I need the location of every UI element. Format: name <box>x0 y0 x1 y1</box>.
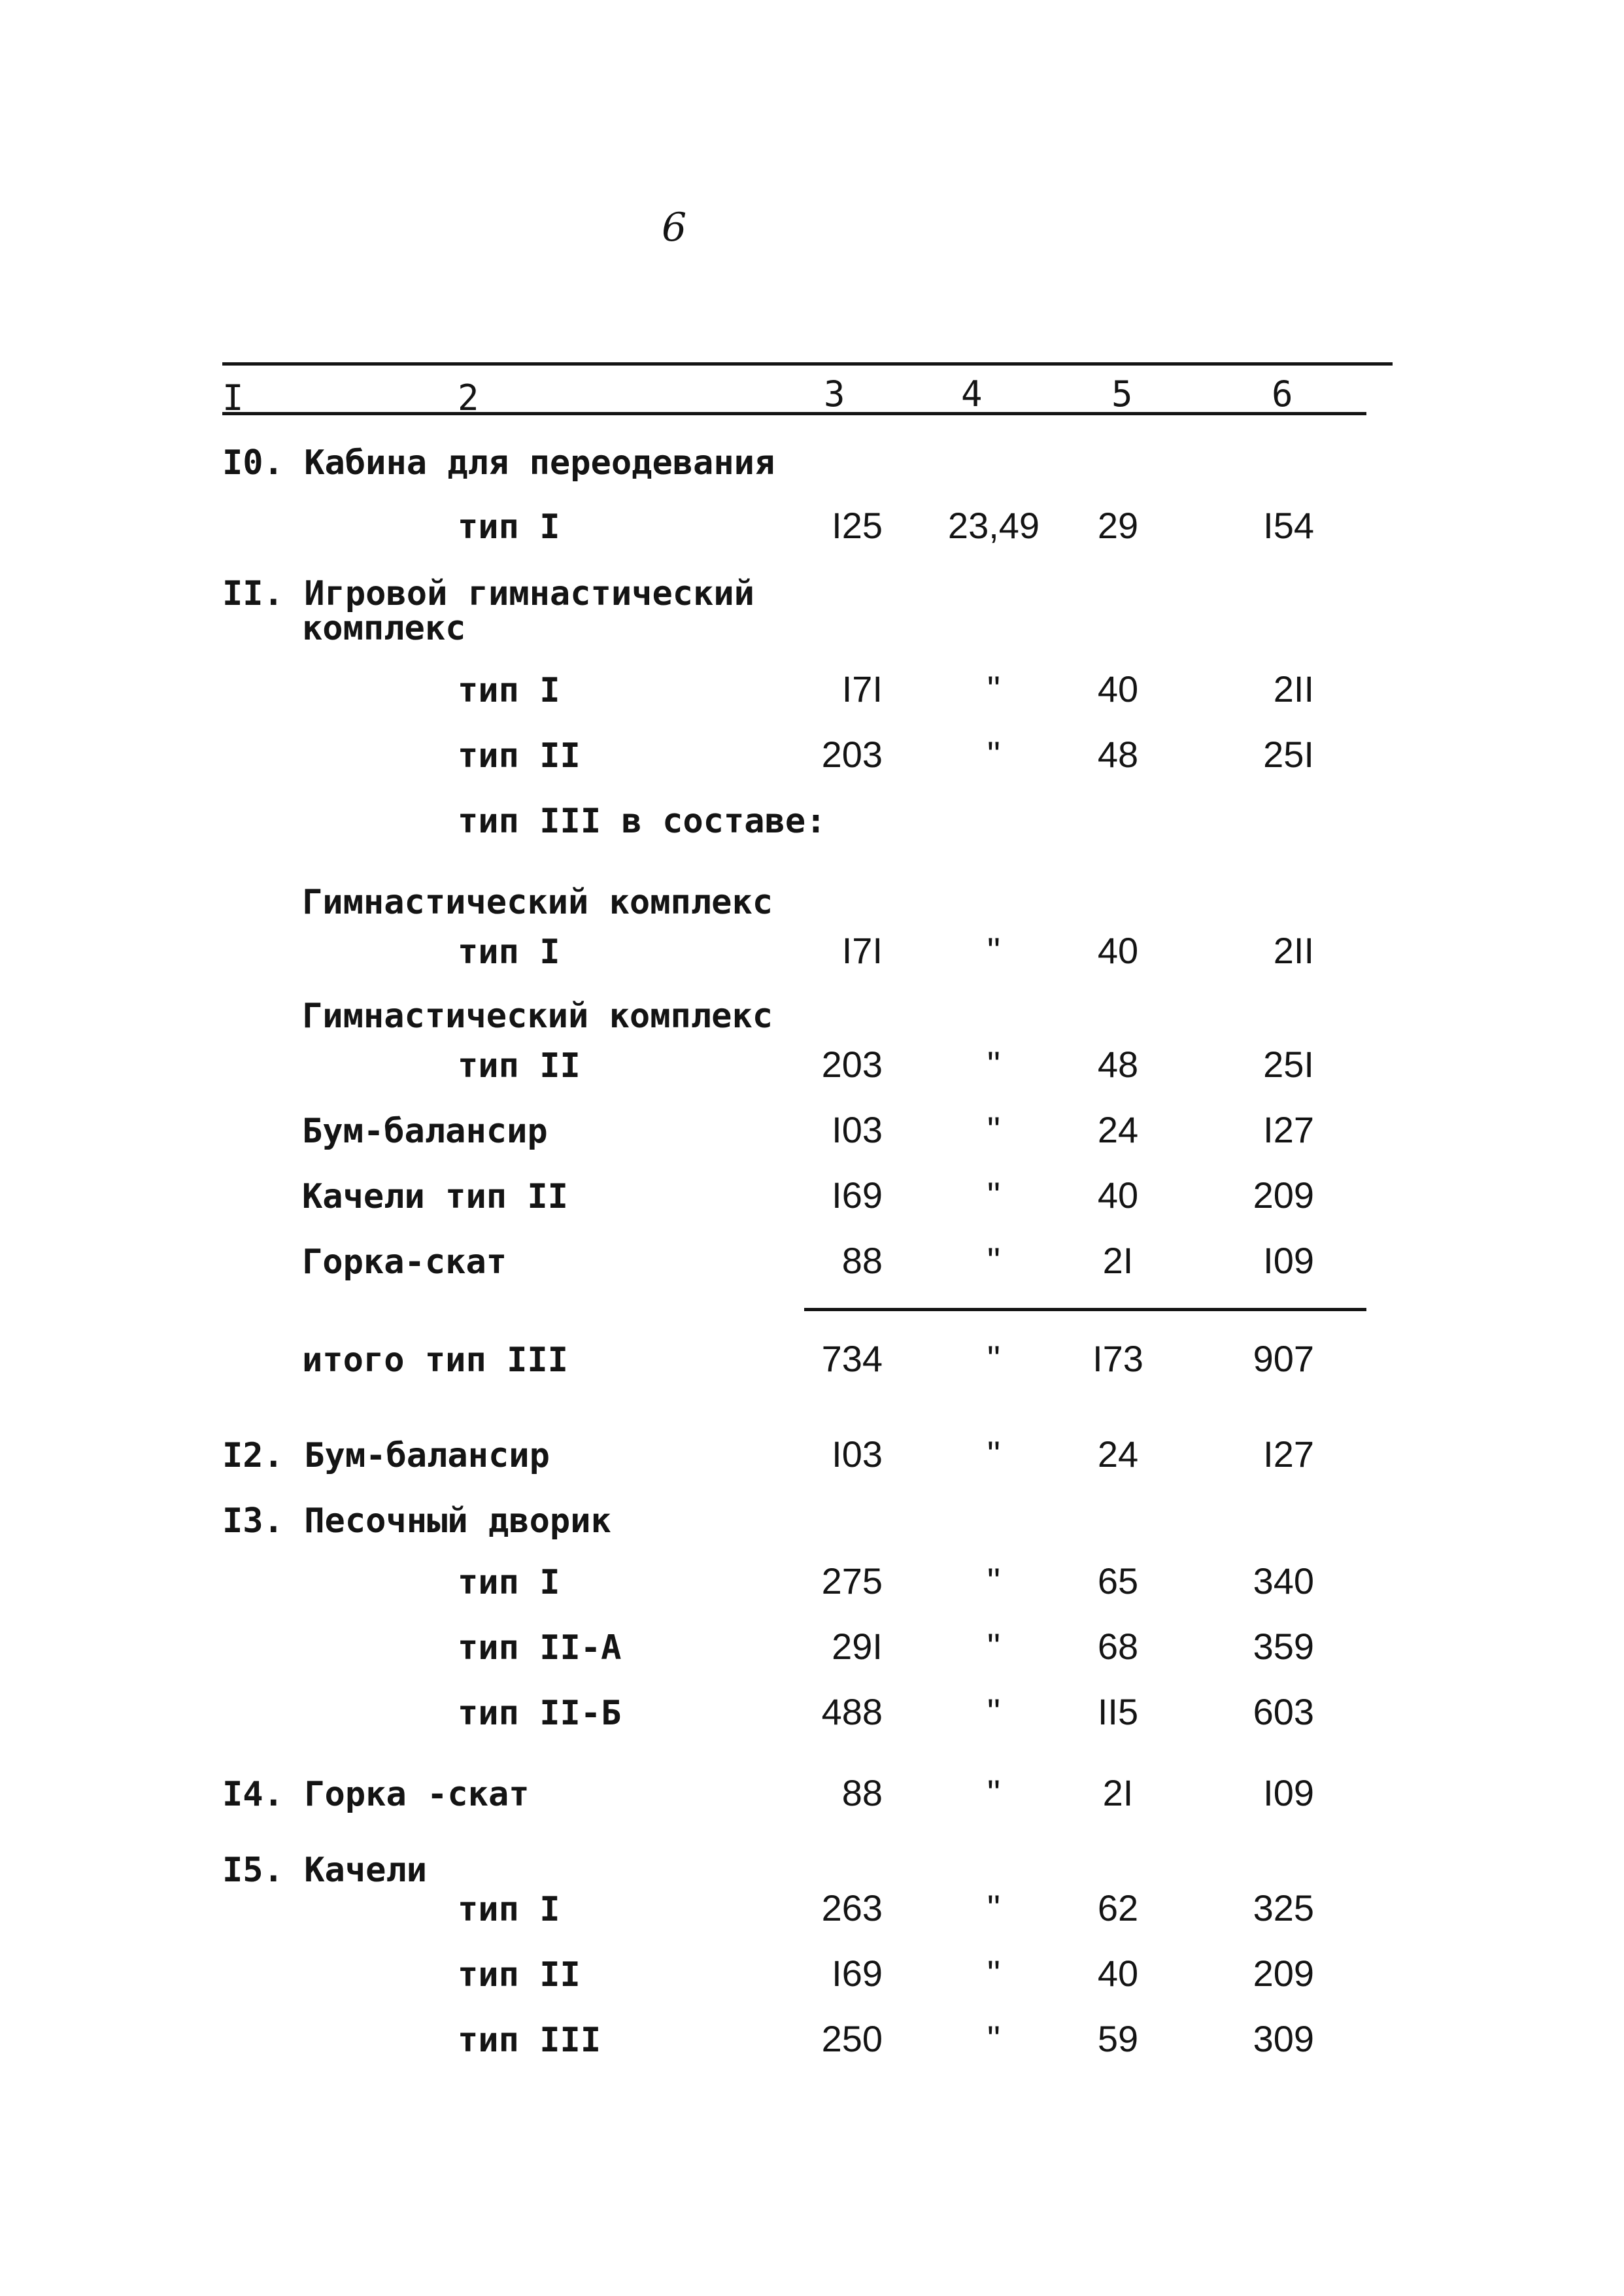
cell-col-4: " <box>987 734 1000 775</box>
cell-col-3: 263 <box>821 1887 883 1928</box>
cell-col-3: 203 <box>821 734 883 775</box>
cell-col-5: 40 <box>1097 1174 1139 1216</box>
row-label: тип II <box>458 736 581 776</box>
cell-col-5: 65 <box>1097 1560 1139 1602</box>
cell-col-4: " <box>987 1240 1000 1281</box>
cell-col-3: 275 <box>821 1560 883 1602</box>
cell-col-3: I03 <box>832 1109 883 1150</box>
header-col-2: 2 <box>458 377 479 419</box>
cell-col-4: " <box>987 1044 1000 1085</box>
header-col-4: 4 <box>961 373 983 415</box>
cell-col-6: 2II <box>1273 668 1314 710</box>
cell-col-3: 88 <box>841 1772 883 1813</box>
table-header-rule <box>222 412 1366 415</box>
subtotal-rule <box>804 1308 1366 1311</box>
header-col-3: 3 <box>824 373 845 415</box>
cell-col-5: 68 <box>1097 1626 1139 1667</box>
cell-col-5: 24 <box>1097 1433 1139 1475</box>
cell-col-6: 2II <box>1273 930 1314 971</box>
cell-col-4: " <box>987 1626 1000 1667</box>
cell-col-5: 62 <box>1097 1887 1139 1928</box>
cell-col-4: " <box>987 1109 1000 1150</box>
row-label: Бум-балансир <box>302 1112 548 1151</box>
row-label: I3. Песочный дворик <box>222 1501 611 1541</box>
page-number: 6 <box>662 205 687 250</box>
cell-col-6: I27 <box>1263 1109 1314 1150</box>
cell-col-3: 29I <box>832 1626 883 1667</box>
cell-col-5: 24 <box>1097 1109 1139 1150</box>
cell-col-4: " <box>987 2018 1000 2059</box>
cell-col-5: 2I <box>1102 1240 1134 1281</box>
row-label: II. Игровой гимнастический <box>222 574 754 613</box>
row-label: тип III <box>458 2021 601 2060</box>
cell-col-4: " <box>987 1772 1000 1813</box>
row-label: тип II-Б <box>458 1694 622 1733</box>
row-label: тип II <box>458 1955 581 1995</box>
row-label: I2. Бум-балансир <box>222 1436 550 1475</box>
row-label: тип II <box>458 1046 581 1086</box>
row-label: тип II-А <box>458 1628 622 1668</box>
cell-col-3: I03 <box>832 1433 883 1475</box>
cell-col-6: I09 <box>1263 1240 1314 1281</box>
cell-col-6: I09 <box>1263 1772 1314 1813</box>
cell-col-4: " <box>987 930 1000 971</box>
cell-col-5: 48 <box>1097 1044 1139 1085</box>
cell-col-4: " <box>987 668 1000 710</box>
header-col-1: I <box>222 377 244 419</box>
cell-col-4: " <box>987 1691 1000 1732</box>
cell-col-5: 48 <box>1097 734 1139 775</box>
cell-col-5: 40 <box>1097 1953 1139 1994</box>
row-label: I5. Качели <box>222 1851 428 1890</box>
cell-col-3: 203 <box>821 1044 883 1085</box>
row-label: Гимнастический комплекс <box>302 997 773 1036</box>
row-label: тип I <box>458 671 560 710</box>
row-label: тип I <box>458 507 560 547</box>
cell-col-5: 59 <box>1097 2018 1139 2059</box>
cell-col-4: " <box>987 1887 1000 1928</box>
cell-col-6: I54 <box>1263 505 1314 546</box>
cell-col-4: 23,49 <box>947 505 1040 546</box>
row-label: Гимнастический комплекс <box>302 883 773 922</box>
row-label: тип I <box>458 1563 560 1602</box>
cell-col-3: I69 <box>832 1953 883 1994</box>
row-label: тип I <box>458 933 560 972</box>
row-label: комплекс <box>302 609 466 648</box>
cell-col-5: 40 <box>1097 930 1139 971</box>
header-col-6: 6 <box>1272 373 1293 415</box>
row-label: Горка-скат <box>302 1242 507 1282</box>
cell-col-3: I69 <box>832 1174 883 1216</box>
row-label: тип I <box>458 1890 560 1929</box>
row-label: тип III в составе: <box>458 802 826 841</box>
cell-col-3: I25 <box>832 505 883 546</box>
row-label: Качели тип II <box>302 1177 568 1216</box>
cell-col-3: 488 <box>821 1691 883 1732</box>
table-top-rule <box>222 362 1393 366</box>
cell-col-6: 309 <box>1253 2018 1314 2059</box>
cell-col-6: I27 <box>1263 1433 1314 1475</box>
row-label: I0. Кабина для переодевания <box>222 443 775 483</box>
cell-col-4: " <box>987 1338 1000 1379</box>
cell-col-6: 325 <box>1253 1887 1314 1928</box>
cell-col-3: 250 <box>821 2018 883 2059</box>
row-label: I4. Горка -скат <box>222 1775 530 1814</box>
cell-col-6: 209 <box>1253 1174 1314 1216</box>
cell-col-6: 25I <box>1263 734 1314 775</box>
cell-col-3: 88 <box>841 1240 883 1281</box>
cell-col-6: 603 <box>1253 1691 1314 1732</box>
cell-col-4: " <box>987 1174 1000 1216</box>
cell-col-3: I7I <box>841 668 883 710</box>
header-col-5: 5 <box>1111 373 1133 415</box>
cell-col-6: 359 <box>1253 1626 1314 1667</box>
cell-col-5: 29 <box>1097 505 1139 546</box>
cell-col-5: 40 <box>1097 668 1139 710</box>
cell-col-5: I73 <box>1092 1338 1143 1379</box>
cell-col-5: 2I <box>1102 1772 1134 1813</box>
cell-col-4: " <box>987 1433 1000 1475</box>
cell-col-5: II5 <box>1097 1691 1139 1732</box>
cell-col-6: 340 <box>1253 1560 1314 1602</box>
cell-col-6: 907 <box>1253 1338 1314 1379</box>
cell-col-4: " <box>987 1953 1000 1994</box>
row-label: итого тип III <box>302 1341 568 1380</box>
cell-col-3: 734 <box>821 1338 883 1379</box>
cell-col-6: 209 <box>1253 1953 1314 1994</box>
cell-col-3: I7I <box>841 930 883 971</box>
cell-col-4: " <box>987 1560 1000 1602</box>
cell-col-6: 25I <box>1263 1044 1314 1085</box>
